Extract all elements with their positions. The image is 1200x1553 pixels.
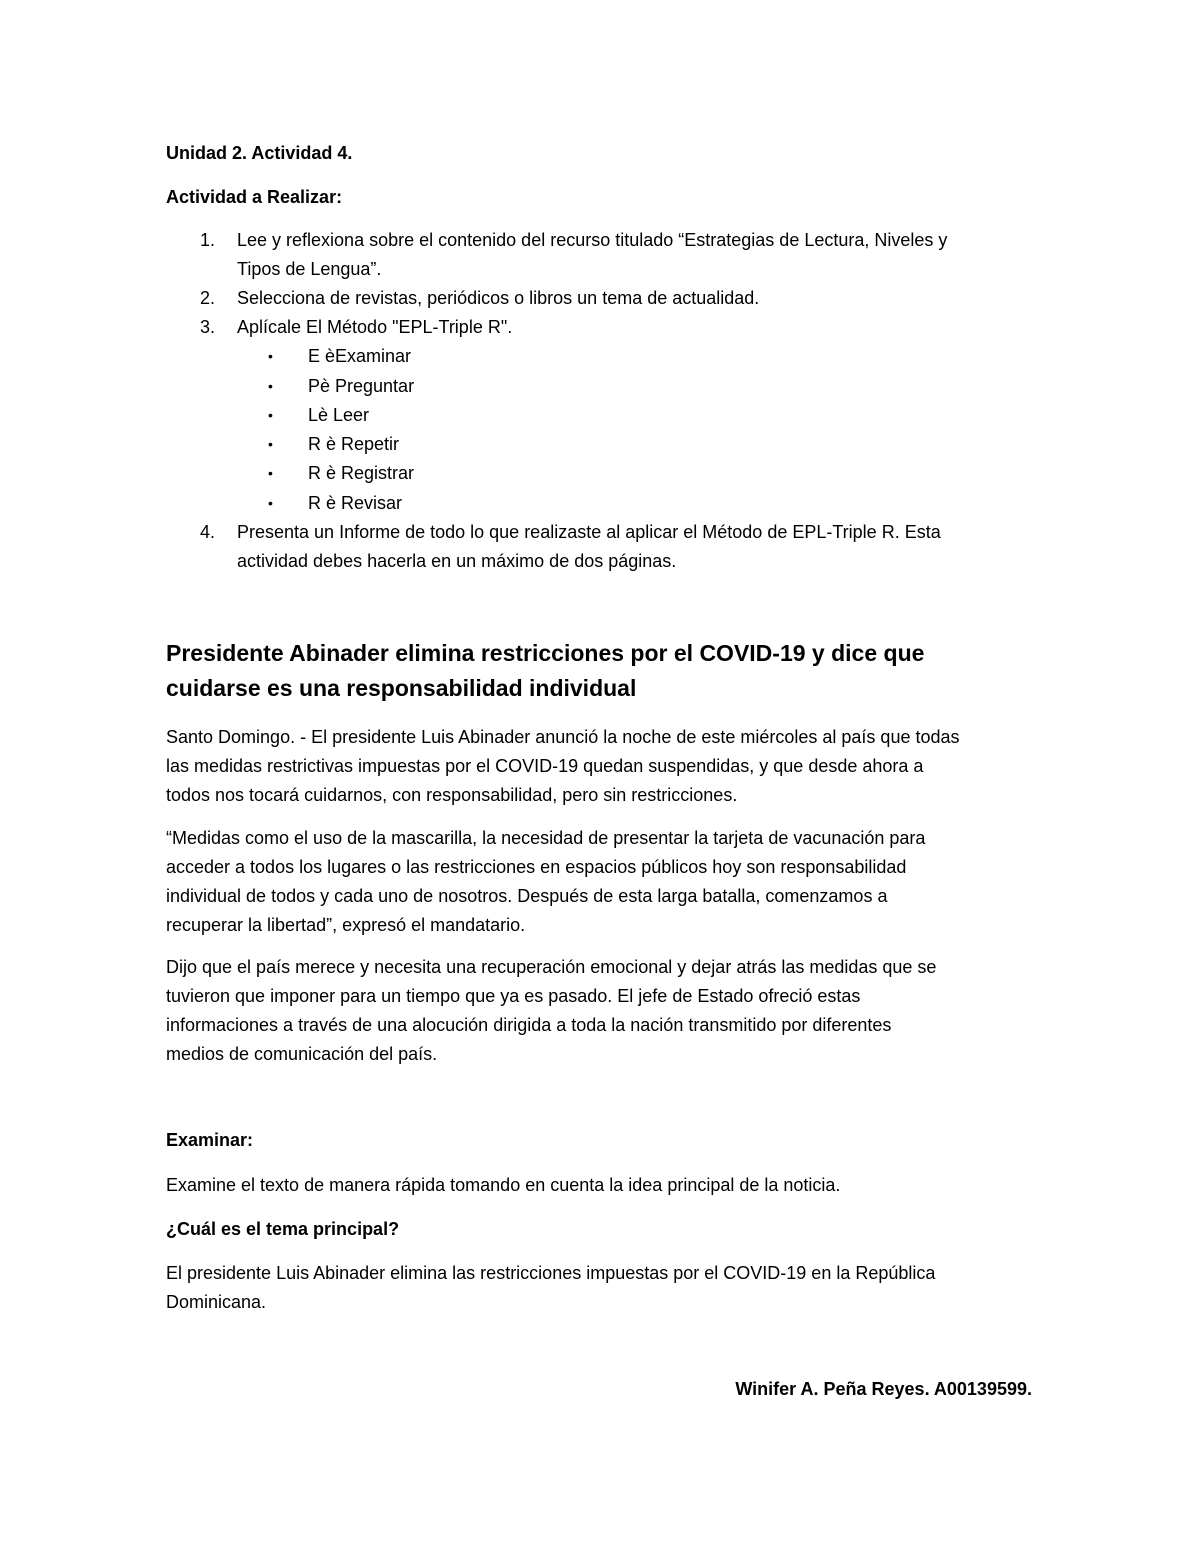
article-headline-line-1: Presidente Abinader elimina restricciones por el COVID-19 y dice que (166, 640, 925, 666)
article-paragraph-3-line-3: informaciones a través de una alocución dirigida a toda la nación transmitido por diferentes (166, 1015, 892, 1035)
step-revisar: R è Revisar (308, 493, 403, 513)
list-item-4-line-1: Presenta un Informe de todo lo que realizaste al aplicar el Método de EPL-Triple R. Esta (237, 522, 941, 542)
step-repetir: R è Repetir (308, 434, 400, 454)
list-number-3: 3. (200, 317, 216, 337)
step-registrar: R è Registrar (308, 463, 415, 483)
list-item-4-line-2: actividad debes hacerla en un máximo de dos páginas. (237, 551, 677, 571)
bullet-icon: • (268, 348, 273, 364)
list-item-2-line-1: Selecciona de revistas, periódicos o libros un tema de actualidad. (237, 288, 760, 308)
bullet-icon: • (268, 465, 273, 481)
list-item-3-line-1: Aplícale El Método "EPL-Triple R". (237, 317, 513, 337)
article-paragraph-3-line-4: medios de comunicación del país. (166, 1044, 438, 1064)
examinar-text: Examine el texto de manera rápida tomando en cuenta la idea principal de la noticia. (166, 1175, 841, 1195)
article-headline-line-2: cuidarse es una responsabilidad individual (166, 675, 637, 701)
article-paragraph-1-line-3: todos nos tocará cuidarnos, con responsabilidad, pero sin restricciones. (166, 785, 738, 805)
list-number-4: 4. (200, 522, 216, 542)
list-item-1-line-2: Tipos de Lengua”. (237, 259, 382, 279)
list-number-1: 1. (200, 230, 216, 250)
article-paragraph-1-line-1: Santo Domingo. - El presidente Luis Abinader anunció la noche de este miércoles al país que todas (166, 727, 960, 747)
list-number-2: 2. (200, 288, 216, 308)
main-topic-answer-line-2: Dominicana. (166, 1292, 267, 1312)
article-paragraph-2-line-1: “Medidas como el uso de la mascarilla, la necesidad de presentar la tarjeta de vacunación para (166, 828, 926, 848)
list-item-1-line-1: Lee y reflexiona sobre el contenido del recurso titulado “Estrategias de Lectura, Niveles y (237, 230, 948, 250)
article-paragraph-1-line-2: las medidas restrictivas impuestas por el COVID-19 quedan suspendidas, y que desde ahora a (166, 756, 924, 776)
article-paragraph-2-line-2: acceder a todos los lugares o las restricciones en espacios públicos hoy son responsabilidad (166, 857, 907, 877)
bullet-icon: • (268, 407, 273, 423)
article-paragraph-3-line-2: tuvieron que imponer para un tiempo que ya es pasado. El jefe de Estado ofreció estas (166, 986, 861, 1006)
activity-label: Actividad a Realizar: (166, 187, 343, 207)
article-paragraph-3-line-1: Dijo que el país merece y necesita una recuperación emocional y dejar atrás las medidas que se (166, 957, 937, 977)
article-paragraph-2-line-3: individual de todos y cada uno de nosotros. Después de esta larga batalla, comenzamos a (166, 886, 888, 906)
bullet-icon: • (268, 495, 273, 511)
step-examinar: E èExaminar (308, 346, 412, 366)
main-topic-question: ¿Cuál es el tema principal? (166, 1219, 400, 1239)
main-topic-answer-line-1: El presidente Luis Abinader elimina las restricciones impuestas por el COVID-19 en la República (166, 1263, 936, 1283)
article-paragraph-2-line-4: recuperar la libertad”, expresó el mandatario. (166, 915, 526, 935)
unit-title: Unidad 2. Actividad 4. (166, 143, 353, 163)
bullet-icon: • (268, 436, 273, 452)
examinar-label: Examinar: (166, 1130, 254, 1150)
bullet-icon: • (268, 378, 273, 394)
step-leer: Lè Leer (308, 405, 370, 425)
step-preguntar: Pè Preguntar (308, 376, 415, 396)
author-signature: Winifer A. Peña Reyes. A00139599. (735, 1379, 1032, 1399)
